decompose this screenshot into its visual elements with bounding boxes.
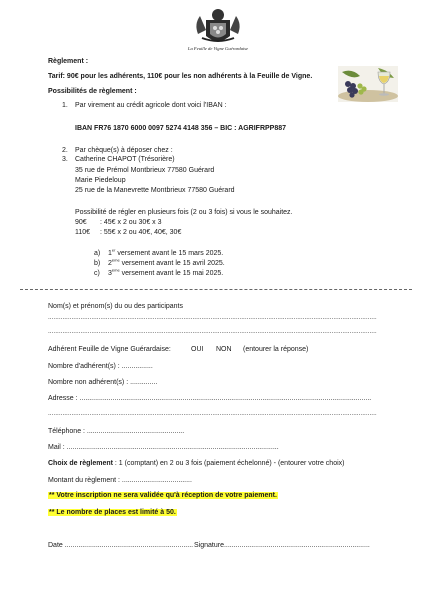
possibilites-title: Possibilités de règlement : bbox=[48, 88, 137, 95]
vine-coat-of-arms-icon bbox=[186, 6, 250, 52]
versement-c-letter: c) bbox=[94, 270, 100, 277]
dashed-separator bbox=[20, 289, 412, 290]
note-places: ** Le nombre de places est limité à 50. bbox=[49, 509, 176, 516]
logo-caption: La Feuille de Vigne Guérardaise bbox=[187, 46, 249, 51]
plan-110-amount: 110€ bbox=[75, 229, 91, 236]
versement-b-text: 2ème versement avant le 15 avril 2025. bbox=[108, 257, 225, 267]
grapes-wine-glass-icon bbox=[338, 66, 398, 102]
option-1-text: Par virement au crédit agricole dont voici l'IBAN : bbox=[75, 102, 227, 109]
option-1-number: 1. bbox=[62, 102, 68, 109]
plan-110-detail: : 55€ x 2 ou 40€, 40€, 30€ bbox=[100, 229, 182, 236]
option-2-number: 2. bbox=[62, 147, 68, 154]
option-3-line4: 25 rue de la Manevrette Montbrieux 77580 Guérard bbox=[75, 187, 235, 194]
participants-line-2[interactable]: ...................................................................................................................................................................................... bbox=[48, 328, 377, 335]
nombre-non-adherents-field[interactable]: Nombre non adhérent(s) : .............. bbox=[48, 379, 158, 386]
date-field[interactable]: Date .................................................................. bbox=[48, 542, 194, 549]
option-3-line3: Marie Piedeloup bbox=[75, 177, 126, 184]
versement-c-text: 3ème versement avant le 15 mai 2025. bbox=[108, 267, 224, 277]
reglement-title: Règlement : bbox=[48, 58, 89, 65]
nombre-adherents-field[interactable]: Nombre d'adhérent(s) : ................ bbox=[48, 363, 153, 370]
versement-a-text: 1er versement avant le 15 mars 2025. bbox=[108, 247, 224, 257]
mail-field[interactable]: Mail : ............................................................................................................. bbox=[48, 444, 279, 451]
option-3-line1: Catherine CHAPOT (Trésorière) bbox=[75, 156, 175, 163]
signature-field[interactable]: Signature........................................................................... bbox=[194, 542, 370, 549]
adherent-non-option[interactable]: NON bbox=[216, 346, 232, 353]
telephone-field[interactable]: Téléphone : .................................................. bbox=[48, 428, 185, 435]
tarif-text: Tarif: 90€ pour les adhérents, 110€ pour les non adhérents à la Feuille de Vigne. bbox=[48, 73, 313, 80]
adherent-label: Adhérent Feuille de Vigne Guérardaise: bbox=[48, 346, 171, 353]
adherent-oui-option[interactable]: OUI bbox=[191, 346, 204, 353]
choix-reglement[interactable]: Choix de règlement : 1 (comptant) en 2 ou 3 fois (paiement échelonné) - (entourer votre choix) bbox=[48, 460, 345, 467]
versement-b-letter: b) bbox=[94, 260, 101, 267]
option-3-line2: 35 rue de Prémol Montbrieux 77580 Guérard bbox=[75, 167, 215, 174]
option-3-number: 3. bbox=[62, 156, 68, 163]
plusieurs-fois-text: Possibilité de régler en plusieurs fois (2 ou 3 fois) si vous le souhaitez. bbox=[75, 209, 293, 216]
note-inscription: ** Votre inscription ne sera validée qu'à réception de votre paiement. bbox=[49, 492, 277, 499]
versement-a-letter: a) bbox=[94, 250, 101, 257]
participants-label: Nom(s) et prénom(s) du ou des participants bbox=[48, 303, 183, 310]
option-2-text: Par chèque(s) à déposer chez : bbox=[75, 147, 173, 154]
adresse-field[interactable]: Adresse : ...................................................................................................................................................... bbox=[48, 395, 372, 402]
montant-field[interactable]: Montant du règlement : .................................... bbox=[48, 477, 192, 484]
plan-90-detail: : 45€ x 2 ou 30€ x 3 bbox=[100, 219, 162, 226]
plan-90-amount: 90€ bbox=[75, 219, 87, 226]
participants-line-1[interactable]: ...................................................................................................................................................................................... bbox=[48, 314, 377, 321]
iban-text: IBAN FR76 1870 6000 0097 5274 4148 356 – BIC : AGRIFRPP887 bbox=[75, 125, 287, 132]
entourer-hint: (entourer la réponse) bbox=[243, 346, 309, 353]
adresse-line-2[interactable]: ...................................................................................................................................................................................... bbox=[48, 410, 377, 417]
